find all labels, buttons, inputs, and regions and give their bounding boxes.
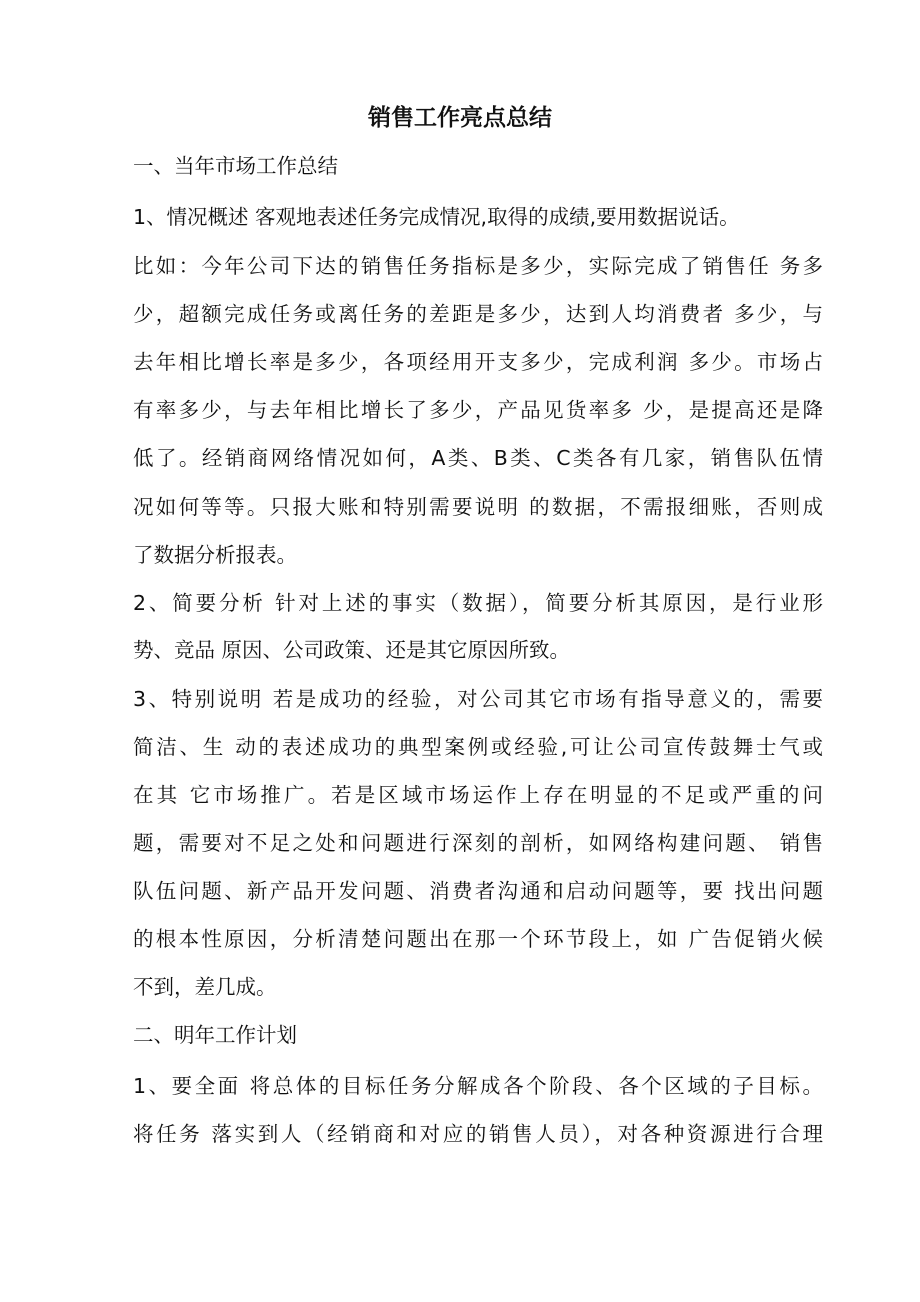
paragraph-line: 低了。经销商网络情况如何，A类、B类、C类各有几家，销售队伍情 bbox=[133, 446, 823, 470]
section-heading-2: 二、明年工作计划 bbox=[133, 1023, 297, 1047]
paragraph-line: 队伍问题、新产品开发问题、消费者沟通和启动问题等，要 找出问题 bbox=[133, 879, 823, 903]
paragraph-line: 的根本性原因，分析清楚问题出在那一个环节段上，如 广告促销火候 bbox=[133, 927, 823, 951]
paragraph-line: 2、简要分析 针对上述的事实（数据），简要分析其原因，是行业形 bbox=[133, 591, 823, 615]
paragraph-line: 3、特别说明 若是成功的经验，对公司其它市场有指导意义的，需要 bbox=[133, 687, 823, 711]
paragraph-line: 将任务 落实到人（经销商和对应的销售人员），对各种资源进行合理 bbox=[133, 1122, 823, 1146]
paragraph-line: 去年相比增长率是多少，各项经用开支多少，完成利润 多少。市场占 bbox=[133, 350, 823, 374]
paragraph-line: 况如何等等。只报大账和特别需要说明 的数据，不需报细账，否则成 bbox=[133, 495, 823, 519]
paragraph-line: 简洁、生 动的表述成功的典型案例或经验,可让公司宣传鼓舞士气或 bbox=[133, 735, 823, 759]
paragraph-line: 有率多少，与去年相比增长了多少，产品见货率多 少，是提高还是降 bbox=[133, 398, 823, 422]
paragraph-line: 势、竞品 原因、公司政策、还是其它原因所致。 bbox=[133, 638, 571, 662]
paragraph-line: 不到，差几成。 bbox=[133, 975, 277, 999]
paragraph-line: 题，需要对不足之处和问题进行深刻的剖析，如网络构建问题、 销售 bbox=[133, 831, 823, 855]
paragraph-line: 在其 它市场推广。若是区域市场运作上存在明显的不足或严重的问 bbox=[133, 783, 823, 807]
paragraph-line: 比如：今年公司下达的销售任务指标是多少，实际完成了销售任 务多 bbox=[133, 254, 823, 278]
document-title: 销售工作亮点总结 bbox=[368, 105, 552, 131]
paragraph-line: 了数据分析报表。 bbox=[133, 543, 297, 567]
paragraph-line: 少，超额完成任务或离任务的差距是多少，达到人均消费者 多少，与 bbox=[133, 302, 823, 326]
paragraph-line: 1、要全面 将总体的目标任务分解成各个阶段、各个区域的子目标。 bbox=[133, 1074, 823, 1098]
paragraph-line: 1、情况概述 客观地表述任务完成情况,取得的成绩,要用数据说话。 bbox=[133, 205, 740, 229]
section-heading-1: 一、当年市场工作总结 bbox=[133, 154, 338, 178]
